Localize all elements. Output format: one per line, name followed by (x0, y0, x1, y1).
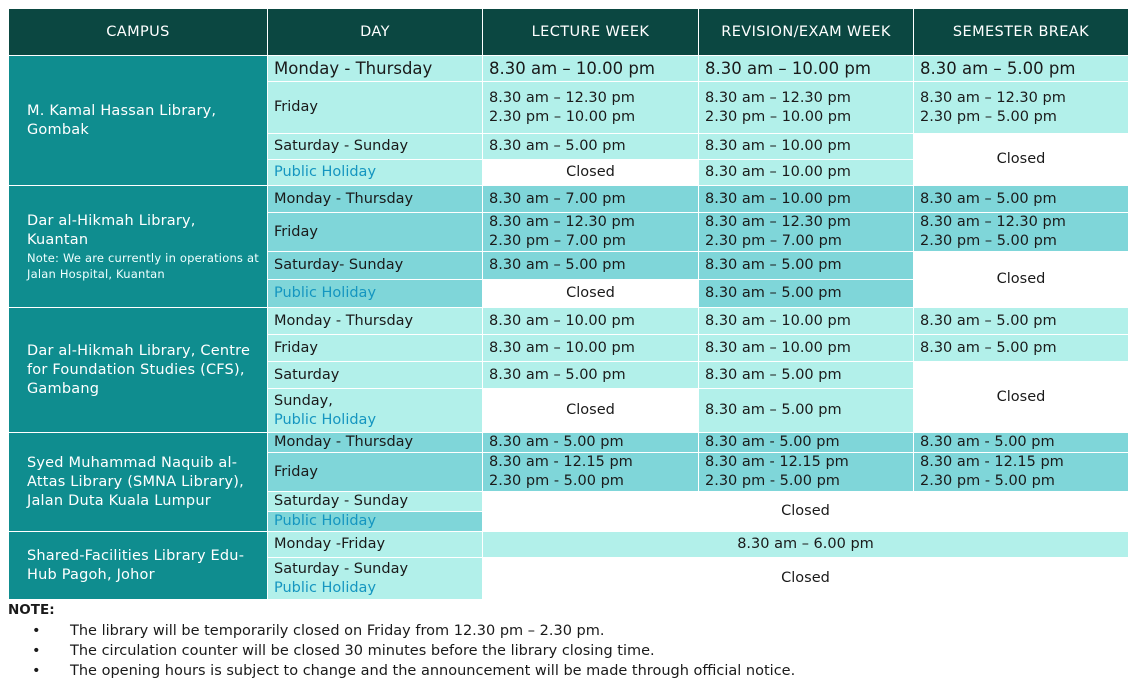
campus-pagoh: Shared-Facilities Library Edu-Hub Pagoh, Johor (9, 532, 268, 600)
lecture-hours: 8.30 am - 5.00 pm (483, 433, 699, 453)
break-hours: 8.30 am – 5.00 pm (914, 186, 1129, 213)
revision-hours: 8.30 am – 5.00 pm (699, 362, 914, 389)
revision-hours: 8.30 am – 10.00 pm (699, 186, 914, 213)
campus-gombak: M. Kamal Hassan Library, Gombak (9, 56, 268, 186)
break-hours: 8.30 am – 5.00 pm (914, 56, 1129, 82)
notes-list (8, 621, 1128, 681)
notes-title: NOTE: (8, 602, 55, 618)
time-line: 2.30 pm - 5.00 pm (705, 473, 840, 489)
day-cell: Friday (268, 82, 483, 134)
time-line: 2.30 pm – 7.00 pm (705, 233, 842, 249)
time-line: 2.30 pm – 5.00 pm (920, 108, 1057, 125)
time-line: 8.30 am – 12.30 pm (705, 89, 851, 106)
table-row (9, 56, 1129, 82)
lecture-hours: 8.30 am – 10.00 pm (483, 335, 699, 362)
revision-hours (699, 82, 914, 134)
lecture-hours-closed: Closed (483, 160, 699, 186)
day-cell-public-holiday: Public Holiday (268, 280, 483, 308)
time-line: 2.30 pm – 7.00 pm (489, 233, 626, 249)
revision-hours: 8.30 am – 5.00 pm (699, 280, 914, 308)
day-cell-public-holiday: Public Holiday (268, 160, 483, 186)
time-line: 8.30 am – 12.30 pm (920, 214, 1066, 230)
break-hours: 8.30 am – 5.00 pm (914, 335, 1129, 362)
break-hours-closed: Closed (914, 134, 1129, 186)
break-hours (914, 453, 1129, 492)
day-cell: Saturday - Sunday (268, 492, 483, 512)
lecture-hours (483, 453, 699, 492)
header-lecture-week: LECTURE WEEK (483, 9, 699, 56)
day-cell: Monday - Thursday (268, 433, 483, 453)
all-weeks-hours: 8.30 am – 6.00 pm (483, 532, 1129, 558)
revision-hours: 8.30 am – 10.00 pm (699, 160, 914, 186)
revision-hours (699, 213, 914, 252)
time-line: 8.30 am – 12.30 pm (489, 89, 635, 106)
lecture-hours: 8.30 am – 5.00 pm (483, 134, 699, 160)
day-cell: Friday (268, 453, 483, 492)
header-day: DAY (268, 9, 483, 56)
break-hours (914, 213, 1129, 252)
revision-hours: 8.30 am - 5.00 pm (699, 433, 914, 453)
time-line: 2.30 pm – 10.00 pm (705, 108, 852, 125)
time-line: 2.30 pm - 5.00 pm (489, 473, 624, 489)
day-cell: Friday (268, 213, 483, 252)
campus-gambang: Dar al-Hikmah Library, Centre for Foundation Studies (CFS), Gambang (9, 308, 268, 433)
day-cell: Friday (268, 335, 483, 362)
day-line-public-holiday: Public Holiday (274, 579, 377, 596)
break-hours-closed: Closed (914, 362, 1129, 433)
time-line: 2.30 pm – 5.00 pm (920, 233, 1057, 249)
campus-name: Dar al-Hikmah Library, Kuantan (27, 212, 196, 248)
revision-hours: 8.30 am – 10.00 pm (699, 56, 914, 82)
lecture-hours: 8.30 am – 5.00 pm (483, 252, 699, 280)
break-hours-closed: Closed (914, 252, 1129, 308)
lecture-hours: 8.30 am – 10.00 pm (483, 56, 699, 82)
time-line: 8.30 am - 12.15 pm (705, 454, 849, 470)
time-line: 2.30 pm - 5.00 pm (920, 473, 1055, 489)
revision-hours (699, 453, 914, 492)
time-line: 8.30 am – 12.30 pm (489, 214, 635, 230)
revision-hours: 8.30 am – 5.00 pm (699, 389, 914, 433)
header-semester-break: SEMESTER BREAK (914, 9, 1129, 56)
table-header-row (9, 9, 1129, 56)
time-line: 8.30 am – 12.30 pm (705, 214, 851, 230)
weekend-hours-closed: Closed (483, 492, 1129, 532)
lecture-hours: 8.30 am – 7.00 pm (483, 186, 699, 213)
opening-hours-table (8, 8, 1129, 600)
break-hours: 8.30 am – 5.00 pm (914, 308, 1129, 335)
lecture-hours (483, 213, 699, 252)
header-campus: CAMPUS (9, 9, 268, 56)
table-row (9, 433, 1129, 453)
day-cell: Saturday (268, 362, 483, 389)
all-weeks-closed: Closed (483, 558, 1129, 600)
day-line: Saturday - Sunday (274, 560, 409, 577)
note-item: • The library will be temporarily closed on Friday from 12.30 pm – 2.30 pm. (8, 621, 1128, 641)
note-item: • The opening hours is subject to change and the announcement will be made through official notice. (8, 661, 1128, 681)
lecture-hours (483, 82, 699, 134)
day-cell: Monday - Thursday (268, 56, 483, 82)
lecture-hours: 8.30 am – 10.00 pm (483, 308, 699, 335)
day-line: Sunday, (274, 392, 333, 409)
day-cell: Monday - Thursday (268, 308, 483, 335)
campus-smna: Syed Muhammad Naquib al-Attas Library (SMNA Library), Jalan Duta Kuala Lumpur (9, 433, 268, 532)
lecture-hours: 8.30 am – 5.00 pm (483, 362, 699, 389)
note-item: • The circulation counter will be closed 30 minutes before the library closing time. (8, 641, 1128, 661)
lecture-hours-closed: Closed (483, 389, 699, 433)
day-cell (268, 558, 483, 600)
time-line: 8.30 am - 12.15 pm (920, 454, 1064, 470)
notes-section (8, 602, 1128, 681)
campus-kuantan (9, 186, 268, 308)
day-cell (268, 389, 483, 433)
break-hours (914, 82, 1129, 134)
revision-hours: 8.30 am – 5.00 pm (699, 252, 914, 280)
revision-hours: 8.30 am – 10.00 pm (699, 335, 914, 362)
day-cell: Saturday - Sunday (268, 134, 483, 160)
header-revision-exam-week: REVISION/EXAM WEEK (699, 9, 914, 56)
table-row (9, 186, 1129, 213)
revision-hours: 8.30 am – 10.00 pm (699, 134, 914, 160)
day-cell: Saturday- Sunday (268, 252, 483, 280)
day-cell: Monday - Thursday (268, 186, 483, 213)
day-cell-public-holiday: Public Holiday (268, 512, 483, 532)
day-cell: Monday -Friday (268, 532, 483, 558)
time-line: 8.30 am – 12.30 pm (920, 89, 1066, 106)
lecture-hours-closed: Closed (483, 280, 699, 308)
day-line-public-holiday: Public Holiday (274, 411, 377, 428)
time-line: 8.30 am - 12.15 pm (489, 454, 633, 470)
table-row (9, 308, 1129, 335)
break-hours: 8.30 am - 5.00 pm (914, 433, 1129, 453)
time-line: 2.30 pm – 10.00 pm (489, 108, 636, 125)
table-row (9, 532, 1129, 558)
revision-hours: 8.30 am – 10.00 pm (699, 308, 914, 335)
campus-note: Note: We are currently in operations at Jalan Hospital, Kuantan (27, 250, 259, 281)
